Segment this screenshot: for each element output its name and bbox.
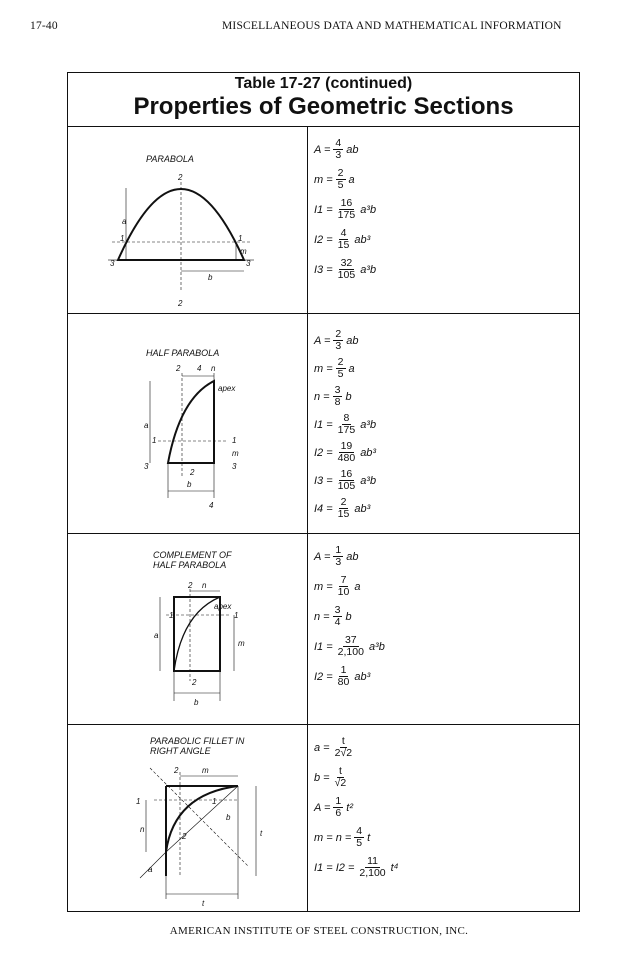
- svg-text:2: 2: [188, 581, 193, 590]
- svg-text:2: 2: [182, 832, 187, 841]
- svg-text:1: 1: [169, 611, 174, 620]
- page-footer: AMERICAN INSTITUTE OF STEEL CONSTRUCTION, INC.: [169, 925, 469, 937]
- fillet-formulas: [308, 724, 578, 911]
- svg-text:apex: apex: [214, 602, 232, 611]
- section-label: HALF PARABOLA: [146, 348, 220, 358]
- svg-text:n: n: [202, 581, 207, 590]
- fillet-figure-cell: [68, 724, 307, 911]
- svg-text:3: 3: [144, 462, 149, 471]
- svg-text:1: 1: [120, 234, 125, 243]
- half-parabola-diagram: [68, 313, 307, 533]
- formula-row: I1 = $\frac{16}{175}$ a³b: [314, 197, 377, 221]
- svg-text:b: b: [194, 698, 199, 707]
- svg-text:t: t: [260, 829, 263, 838]
- svg-text:1: 1: [234, 611, 239, 620]
- fillet-diagram: [68, 724, 307, 911]
- svg-text:2: 2: [176, 364, 181, 373]
- formula-row: A = $\frac{1}{6}$ t²: [314, 795, 353, 819]
- svg-text:t: t: [202, 899, 205, 908]
- svg-text:apex: apex: [218, 384, 236, 393]
- half-parabola-formulas: [308, 313, 578, 533]
- formula-row: n = $\frac{3}{4}$ b: [314, 604, 352, 628]
- running-title: MISCELLANEOUS DATA AND MATHEMATICAL INFORMATION: [222, 20, 562, 32]
- svg-text:3: 3: [110, 259, 115, 268]
- formula-row: I2 = $\frac{4}{15}$ ab³: [314, 227, 371, 251]
- page-number: 17-40: [30, 20, 58, 32]
- svg-text:b: b: [226, 813, 231, 822]
- formula-row: I1 = I2 = $\frac{11}{2,100}$ t⁴: [314, 855, 399, 879]
- section-label-line2: RIGHT ANGLE: [150, 746, 211, 756]
- svg-text:b: b: [187, 480, 192, 489]
- svg-text:1: 1: [238, 234, 243, 243]
- formula-row: I4 = $\frac{2}{15}$ ab³: [314, 496, 371, 520]
- svg-text:b: b: [208, 273, 213, 282]
- svg-text:1: 1: [212, 797, 217, 806]
- svg-text:2: 2: [178, 173, 183, 182]
- formula-row: I3 = $\frac{32}{105}$ a³b: [314, 257, 377, 281]
- formula-row: a = $\frac{t}{2√2}$: [314, 735, 353, 759]
- formula-row: A = $\frac{4}{3}$ ab: [314, 137, 359, 161]
- svg-text:3: 3: [246, 259, 251, 268]
- complement-figure-cell: [68, 533, 307, 724]
- section-label-line1: PARABOLIC FILLET IN: [150, 736, 245, 746]
- formula-row: m = $\frac{2}{5}$ a: [314, 167, 355, 191]
- svg-text:a: a: [154, 631, 159, 640]
- formula-row: n = $\frac{3}{8}$ b: [314, 384, 352, 408]
- formula-row: m = $\frac{2}{5}$ a: [314, 356, 355, 380]
- formula-row: A = $\frac{1}{3}$ ab: [314, 544, 359, 568]
- formula-row: I1 = $\frac{37}{2,100}$ a³b: [314, 634, 385, 658]
- properties-table: [67, 72, 580, 912]
- formula-row: m = n = $\frac{4}{5}$ t: [314, 825, 371, 849]
- formula-row: b = $\frac{t}{√2}$: [314, 765, 347, 789]
- svg-text:1: 1: [232, 436, 237, 445]
- section-label: PARABOLA: [146, 154, 194, 164]
- svg-text:3: 3: [232, 462, 237, 471]
- formula-row: m = $\frac{7}{10}$ a: [314, 574, 361, 598]
- table-title-line2: Properties of Geometric Sections: [133, 93, 514, 120]
- formula-row: I2 = $\frac{1}{80}$ ab³: [314, 664, 371, 688]
- svg-text:a: a: [122, 217, 127, 226]
- formula-row: I2 = $\frac{19}{480}$ ab³: [314, 440, 377, 464]
- table-title-line1: Table 17-27 (continued): [234, 75, 413, 92]
- formula-row: I3 = $\frac{16}{105}$ a³b: [314, 468, 377, 492]
- formula-row: I1 = $\frac{8}{175}$ a³b: [314, 412, 377, 436]
- svg-text:m: m: [232, 449, 239, 458]
- svg-text:2: 2: [178, 299, 183, 308]
- svg-text:a: a: [144, 421, 149, 430]
- formula-row: A = $\frac{2}{3}$ ab: [314, 328, 359, 352]
- svg-text:n: n: [140, 825, 145, 834]
- svg-text:m: m: [238, 639, 245, 648]
- svg-text:4: 4: [197, 364, 202, 373]
- svg-text:a: a: [148, 865, 153, 874]
- svg-text:2: 2: [190, 468, 195, 477]
- table-title: [68, 73, 579, 127]
- svg-text:m: m: [202, 766, 209, 775]
- svg-text:2: 2: [174, 766, 179, 775]
- complement-diagram: [68, 533, 307, 724]
- half-parabola-figure-cell: [68, 313, 307, 533]
- section-label-line1: COMPLEMENT OF: [153, 550, 232, 560]
- svg-text:1: 1: [152, 436, 157, 445]
- parabola-figure-cell: [68, 126, 307, 313]
- svg-text:1: 1: [136, 797, 141, 806]
- complement-formulas: [308, 533, 578, 724]
- svg-text:m: m: [240, 247, 247, 256]
- parabola-diagram: [68, 126, 307, 313]
- parabola-formulas: [308, 126, 578, 313]
- svg-text:n: n: [211, 364, 216, 373]
- section-label-line2: HALF PARABOLA: [153, 560, 227, 570]
- svg-text:4: 4: [209, 501, 214, 510]
- svg-text:2: 2: [192, 678, 197, 687]
